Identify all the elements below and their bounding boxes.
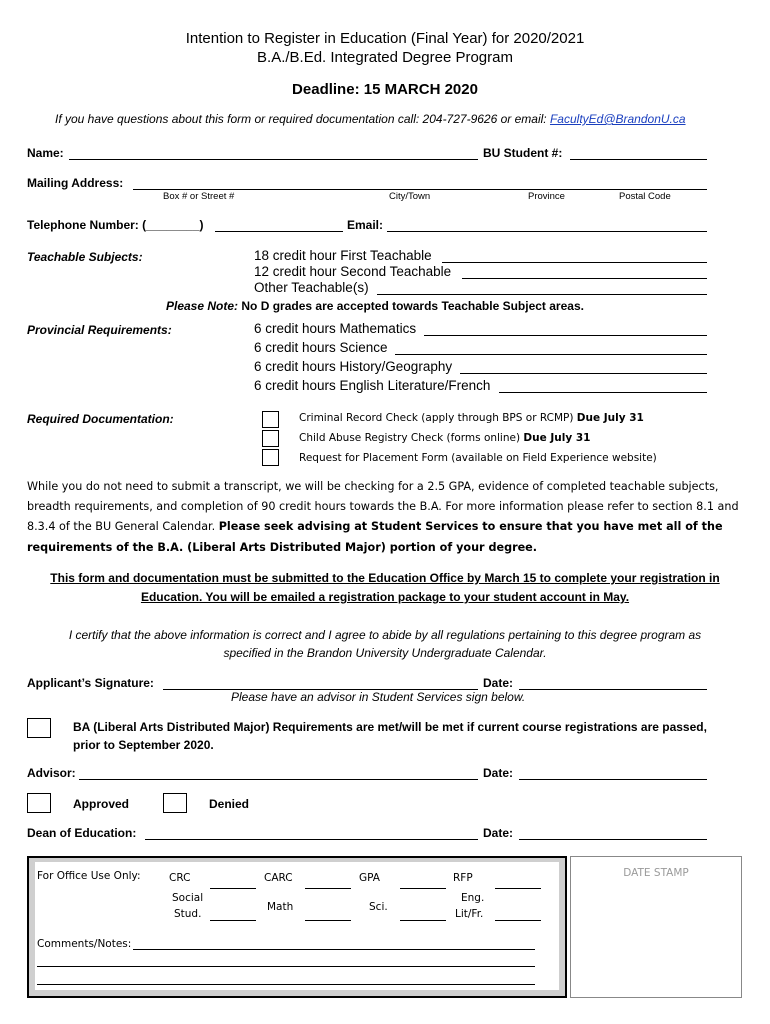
doc-placement-text: Request for Placement Form (available on Field Experience website) xyxy=(299,452,657,464)
doc-criminal xyxy=(299,412,644,424)
office-math: Math xyxy=(267,901,294,913)
office-gpa-field[interactable] xyxy=(400,888,446,889)
submission-line2: Education. You will be emailed a registration package to your student account in May. xyxy=(140,590,630,604)
teachable-first: 18 credit hour First Teachable xyxy=(254,248,432,263)
teachable-second: 12 credit hour Second Teachable xyxy=(254,264,452,279)
denied-label: Denied xyxy=(209,797,250,811)
teachable-note xyxy=(166,299,584,313)
ba-requirements-line2: prior to September 2020. xyxy=(73,738,214,752)
prov-science-field[interactable] xyxy=(395,354,707,355)
office-rfp: RFP xyxy=(453,872,473,884)
office-comments-line3[interactable] xyxy=(37,984,535,985)
prov-science: 6 credit hours Science xyxy=(254,340,388,355)
office-math-field[interactable] xyxy=(305,920,351,921)
office-comments-label: Comments/Notes: xyxy=(37,938,132,950)
mailing-address-field[interactable] xyxy=(133,189,707,190)
ba-requirements-checkbox[interactable] xyxy=(27,718,51,738)
teachable-other: Other Teachable(s) xyxy=(254,280,369,295)
doc-placement-checkbox[interactable] xyxy=(262,449,279,466)
office-carc-field[interactable] xyxy=(305,888,351,889)
office-gpa: GPA xyxy=(359,872,380,884)
office-use-panel xyxy=(27,856,567,998)
office-eng2: Lit/Fr. xyxy=(455,908,484,920)
name-label: Name: xyxy=(27,146,64,160)
dean-date-label: Date: xyxy=(483,826,514,840)
teachable-first-field[interactable] xyxy=(442,262,707,263)
form-title-line1: Intention to Register in Education (Final Year) for 2020/2021 xyxy=(185,30,585,47)
approved-checkbox[interactable] xyxy=(27,793,51,813)
doc-criminal-checkbox[interactable] xyxy=(262,411,279,428)
office-sci-field[interactable] xyxy=(400,920,446,921)
contact-email-link[interactable]: FacultyEd@BrandonU.ca xyxy=(549,112,686,126)
advisor-date-label: Date: xyxy=(483,766,514,780)
certify-line1: I certify that the above information is correct and I agree to abide by all regulations pertaining to this degree program as xyxy=(68,628,702,642)
name-field[interactable] xyxy=(69,159,478,160)
doc-child-abuse-checkbox[interactable] xyxy=(262,430,279,447)
ba-requirements-line1: BA (Liberal Arts Distributed Major) Requirements are met/will be met if current course registrations are passed, xyxy=(73,720,707,734)
telephone-label: Telephone Number: (________) xyxy=(27,218,204,232)
contact-line xyxy=(55,112,686,126)
address-postal-hint: Postal Code xyxy=(619,191,671,202)
form-title-line2: B.A./B.Ed. Integrated Degree Program xyxy=(257,49,513,66)
transcript-text: While you do not need to submit a transcript, we will be checking for a 2.5 GPA, evidence of completed teachable subjects, breadth requirements, and completion of 90 credit hours towards the B.A. For more information please refer to section 8.1 and 8.3.4 of the BU General Calendar. xyxy=(27,480,739,534)
office-eng1: Eng. xyxy=(461,892,485,904)
dean-label: Dean of Education: xyxy=(27,826,137,840)
student-number-label: BU Student #: xyxy=(483,146,563,160)
office-crc: CRC xyxy=(169,872,191,884)
doc-criminal-due: Due July 31 xyxy=(576,412,644,424)
doc-child-abuse-text: Child Abuse Registry Check (forms online) xyxy=(299,432,524,444)
office-use-inner xyxy=(35,862,559,990)
office-use-label: For Office Use Only: xyxy=(37,870,141,882)
office-social-field[interactable] xyxy=(210,920,256,921)
office-comments-line2[interactable] xyxy=(37,966,535,967)
address-box-hint: Box # or Street # xyxy=(163,191,235,202)
submission-line1: This form and documentation must be submitted to the Education Office by March 15 to complete your registration in xyxy=(50,571,720,585)
dean-date-field[interactable] xyxy=(519,839,707,840)
doc-child-abuse xyxy=(299,432,590,444)
office-carc: CARC xyxy=(264,872,293,884)
teachable-subjects-label: Teachable Subjects: xyxy=(27,250,143,264)
prov-math-field[interactable] xyxy=(424,335,707,336)
email-label: Email: xyxy=(347,218,384,232)
mailing-address-label: Mailing Address: xyxy=(27,176,124,190)
approved-label: Approved xyxy=(73,797,130,811)
prov-math: 6 credit hours Mathematics xyxy=(254,321,417,336)
office-social1: Social xyxy=(172,892,204,904)
teachable-note-label: Please Note: xyxy=(166,299,239,313)
teachable-second-field[interactable] xyxy=(462,278,707,279)
doc-child-abuse-due: Due July 31 xyxy=(523,432,591,444)
advisor-signature-field[interactable] xyxy=(79,779,478,780)
transcript-paragraph xyxy=(27,477,743,558)
teachable-note-text: No D grades are accepted towards Teachable Subject areas. xyxy=(241,299,584,313)
office-rfp-field[interactable] xyxy=(495,888,541,889)
advisor-date-field[interactable] xyxy=(519,779,707,780)
prov-english: 6 credit hours English Literature/French xyxy=(254,378,491,393)
student-number-field[interactable] xyxy=(570,159,707,160)
teachable-other-field[interactable] xyxy=(377,294,707,295)
office-sci: Sci. xyxy=(369,901,388,913)
date-stamp-box xyxy=(570,856,742,998)
advisor-note: Please have an advisor in Student Services sign below. xyxy=(231,690,526,704)
office-comments-line1[interactable] xyxy=(133,949,535,950)
required-documentation-label: Required Documentation: xyxy=(27,412,174,426)
contact-text: If you have questions about this form or required documentation call: 204-727-9626 or email: xyxy=(55,112,547,126)
prov-english-field[interactable] xyxy=(499,392,707,393)
applicant-date-label: Date: xyxy=(483,676,514,690)
transcript-bold: Please seek advising at Student Services to ensure that you have met all of the requirements of the B.A. (Liberal Arts Distributed Major) portion of your degree. xyxy=(27,520,723,554)
certify-line2: specified in the Brandon University Undergraduate Calendar. xyxy=(223,646,547,660)
advisor-label: Advisor: xyxy=(27,766,76,780)
address-city-hint: City/Town xyxy=(389,191,431,202)
address-province-hint: Province xyxy=(528,191,565,202)
doc-criminal-text: Criminal Record Check (apply through BPS or RCMP) xyxy=(299,412,577,424)
dean-signature-field[interactable] xyxy=(145,839,478,840)
email-field[interactable] xyxy=(387,231,707,232)
prov-history-field[interactable] xyxy=(460,373,707,374)
provincial-requirements-label: Provincial Requirements: xyxy=(27,323,172,337)
applicant-date-field[interactable] xyxy=(519,689,707,690)
denied-checkbox[interactable] xyxy=(163,793,187,813)
office-eng-field[interactable] xyxy=(495,920,541,921)
doc-placement xyxy=(299,452,657,464)
office-social2: Stud. xyxy=(174,908,202,920)
office-crc-field[interactable] xyxy=(210,888,256,889)
date-stamp-label: DATE STAMP xyxy=(623,867,689,879)
prov-history: 6 credit hours History/Geography xyxy=(254,359,453,374)
telephone-field[interactable] xyxy=(215,231,343,232)
deadline: Deadline: 15 MARCH 2020 xyxy=(292,81,478,98)
applicant-signature-label: Applicant’s Signature: xyxy=(27,676,154,690)
